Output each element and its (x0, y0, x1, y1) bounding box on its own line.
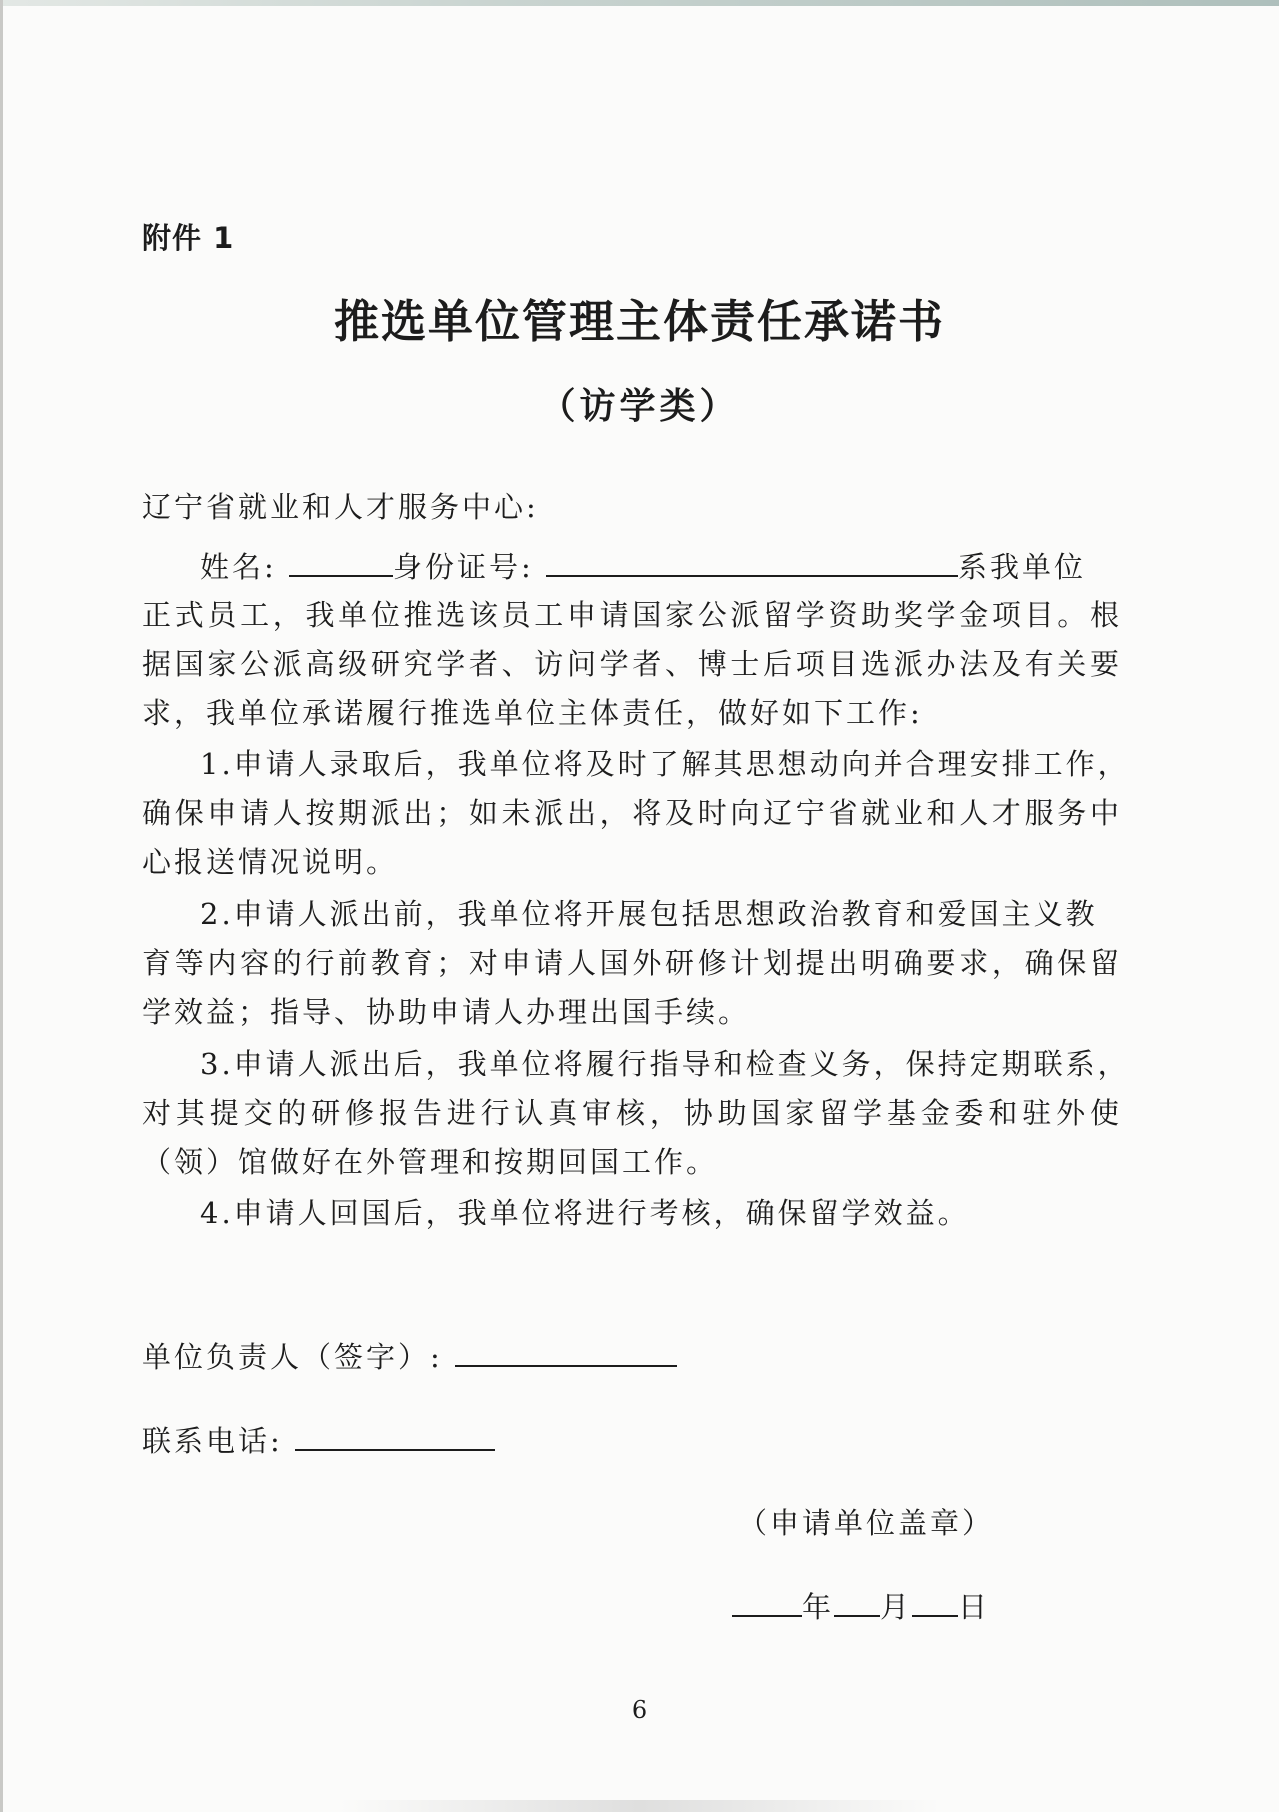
month-label: 月 (880, 1590, 913, 1624)
date-line (732, 1585, 990, 1626)
scan-left-edge (0, 0, 3, 1812)
id-label: 身份证号: (393, 550, 534, 584)
item-3-line-1: 3.申请人派出后，我单位将履行指导和检查义务，保持定期联系， (200, 1047, 1130, 1081)
document-title: 推选单位管理主体责任承诺书 (333, 295, 945, 348)
addressee: 辽宁省就业和人才服务中心: (142, 490, 539, 524)
item-2-line-2: 育等内容的行前教育；对申请人国外研修计划提出明确要求，确保留 (142, 946, 1122, 980)
signature-blank (455, 1335, 677, 1367)
scan-top-edge (0, 0, 1279, 6)
item-4-line-1: 4.申请人回国后，我单位将进行考核，确保留学效益。 (200, 1196, 970, 1230)
month-blank (834, 1585, 880, 1617)
phone-blank (295, 1419, 495, 1451)
phone-line (142, 1419, 495, 1460)
day-blank (912, 1585, 958, 1617)
item-3-line-2: 对其提交的研修报告进行认真审核，协助国家留学基金委和驻外使 (142, 1096, 1122, 1130)
item-1-line-1: 1.申请人录取后，我单位将及时了解其思想动向并合理安排工作， (200, 747, 1130, 781)
item-3-line-3: （领）馆做好在外管理和按期回国工作。 (142, 1145, 719, 1179)
item-1-line-2: 确保申请人按期派出；如未派出，将及时向辽宁省就业和人才服务中 (142, 796, 1122, 830)
item-2-line-1: 2.申请人派出前，我单位将开展包括思想政治教育和爱国主义教 (200, 897, 1098, 931)
name-id-line (142, 545, 1122, 588)
document-subtitle: （访学类） (539, 386, 740, 427)
intro-line-2: 据国家公派高级研究学者、访问学者、博士后项目选派办法及有关要 (142, 647, 1122, 681)
id-blank (546, 545, 958, 577)
phone-label: 联系电话: (142, 1424, 283, 1458)
year-label: 年 (802, 1590, 835, 1624)
page-number: 6 (631, 1696, 648, 1724)
intro-line-1: 正式员工，我单位推选该员工申请国家公派留学资助奖学金项目。根 (142, 598, 1122, 632)
year-blank (732, 1585, 802, 1617)
item-1-line-3: 心报送情况说明。 (142, 845, 399, 879)
signature-line (142, 1335, 677, 1376)
intro-line-3: 求，我单位承诺履行推选单位主体责任，做好如下工作: (142, 696, 923, 730)
item-2-line-3: 学效益；指导、协助申请人办理出国手续。 (142, 995, 751, 1029)
stamp-label: （申请单位盖章） (738, 1506, 995, 1540)
name-label: 姓名: (200, 550, 277, 584)
signature-label: 单位负责人（签字）: (142, 1340, 443, 1374)
day-label: 日 (958, 1590, 991, 1624)
scan-bottom-smudge (340, 1800, 940, 1812)
employee-of-unit-text: 系我单位 (958, 550, 1087, 584)
name-blank (289, 545, 393, 577)
attachment-label: 附件 1 (142, 221, 235, 255)
